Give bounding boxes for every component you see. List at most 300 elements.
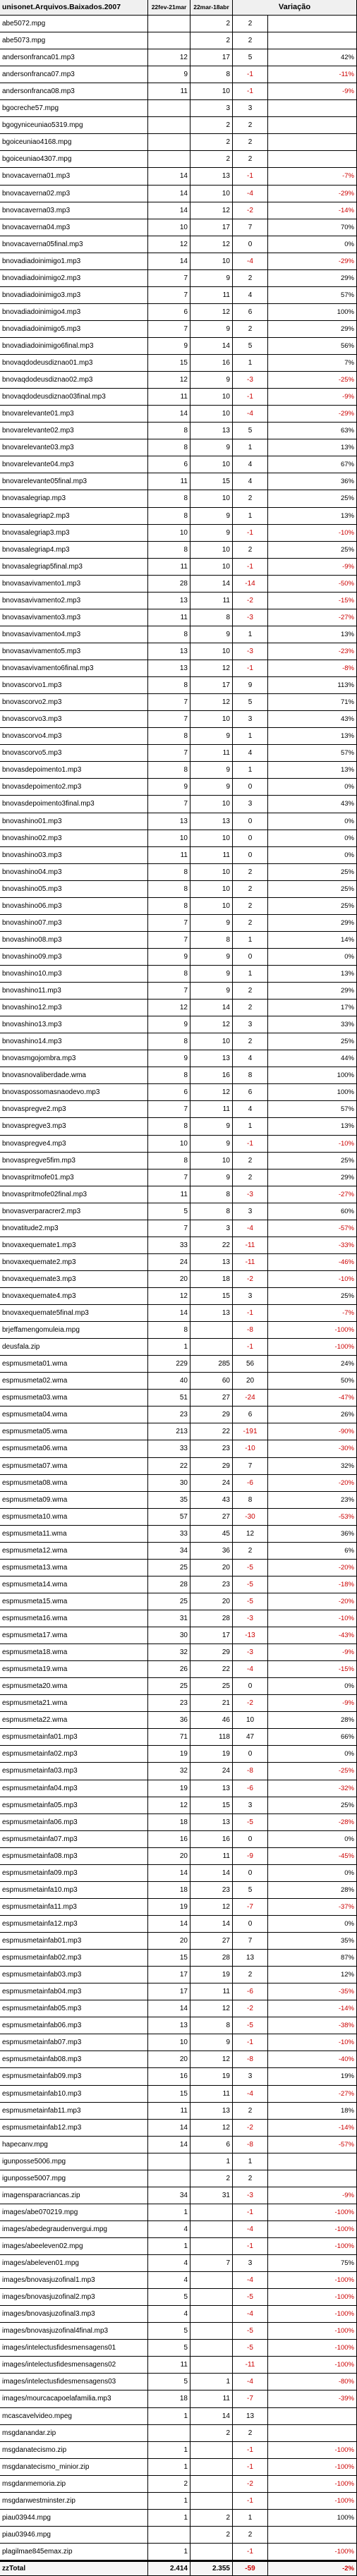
period1-count-cell: 14: [148, 202, 190, 219]
percent-change-cell: -100%: [268, 2272, 357, 2289]
percent-change-cell: -7%: [268, 168, 357, 186]
percent-change-cell: -100%: [268, 2476, 357, 2493]
period1-count-cell: 23: [148, 1407, 190, 1423]
difference-cell: 1: [233, 762, 268, 779]
difference-cell: -5: [233, 1560, 268, 1576]
difference-cell: -1: [233, 2442, 268, 2459]
difference-cell: -3: [233, 1186, 268, 1203]
file-name-cell: espmusmeta11.wma: [0, 1526, 148, 1543]
percent-change-cell: -40%: [268, 2051, 357, 2068]
period1-count-cell: 7: [148, 745, 190, 762]
file-name-cell: msgdanatecismo.zip: [0, 2442, 148, 2459]
file-name-cell: igunposse5006.mpg: [0, 2153, 148, 2170]
difference-cell: -8: [233, 1763, 268, 1780]
file-name-cell: msgdanmemoria.zip: [0, 2476, 148, 2493]
difference-cell: 2: [233, 321, 268, 338]
difference-cell: 2: [233, 1000, 268, 1016]
percent-change-cell: -100%: [268, 1339, 357, 1356]
difference-cell: 0: [233, 1916, 268, 1933]
percent-change-cell: -10%: [268, 1136, 357, 1153]
difference-cell: 2: [233, 1033, 268, 1050]
period2-count-cell: 13: [190, 1254, 233, 1271]
period1-count-cell: 18: [148, 1814, 190, 1831]
percent-change-cell: -23%: [268, 643, 357, 660]
percent-change-cell: -20%: [268, 1560, 357, 1576]
percent-change-cell: 57%: [268, 745, 357, 762]
file-name-cell: bnovasavivamento5.mp3: [0, 643, 148, 660]
period2-count-cell: 8: [190, 932, 233, 949]
difference-cell: 7: [233, 1458, 268, 1475]
period2-count-cell: 43: [190, 1492, 233, 1509]
file-name-cell: espmusmetainfa10.mp3: [0, 1882, 148, 1899]
difference-cell: 6: [233, 1084, 268, 1101]
file-name-cell: bnovacaverna03.mp3: [0, 202, 148, 219]
difference-cell: 2: [233, 2425, 268, 2442]
period1-count-cell: 57: [148, 1509, 190, 1526]
period1-count-cell: 14: [148, 406, 190, 423]
period2-count-cell: 13: [190, 2103, 233, 2120]
period1-count-cell: 14: [148, 168, 190, 186]
period2-count-cell: 2: [190, 32, 233, 49]
percent-change-cell: -57%: [268, 1220, 357, 1237]
period2-count-cell: 9: [190, 626, 233, 643]
period1-count-cell: 20: [148, 2051, 190, 2068]
period2-count-cell: 10: [190, 83, 233, 100]
file-name-cell: images/mourcacapoelafamilia.mp3: [0, 2390, 148, 2408]
period1-count-cell: 30: [148, 1475, 190, 1492]
file-name-cell: images/abedegraudenvergui.mpg: [0, 2221, 148, 2238]
difference-cell: 4: [233, 1101, 268, 1118]
difference-cell: 2: [233, 864, 268, 881]
percent-change-cell: -10%: [268, 2034, 357, 2051]
period1-count-cell: 14: [148, 2000, 190, 2017]
percent-change-cell: 6%: [268, 1543, 357, 1560]
period1-count-cell: 7: [148, 983, 190, 1000]
file-name-cell: bnovarelevante05final.mp3: [0, 473, 148, 490]
period1-count-cell: 5: [148, 1203, 190, 1220]
period1-count-cell: 17: [148, 1983, 190, 2000]
file-name-cell: deusfala.zip: [0, 1339, 148, 1356]
file-name-cell: espmusmeta20.wma: [0, 1678, 148, 1695]
period1-count-cell: 51: [148, 1390, 190, 1407]
period1-count-cell: 25: [148, 1560, 190, 1576]
period1-count-cell: 71: [148, 1729, 190, 1746]
difference-cell: -11: [233, 1254, 268, 1271]
percent-change-cell: -8%: [268, 660, 357, 677]
percent-change-cell: -25%: [268, 372, 357, 389]
difference-cell: 2: [233, 16, 268, 32]
period2-count-cell: 17: [190, 49, 233, 66]
period1-count-cell: 11: [148, 473, 190, 490]
percent-change-cell: 100%: [268, 2510, 357, 2527]
period1-count-cell: [148, 151, 190, 168]
percent-change-cell: -100%: [268, 2323, 357, 2340]
percent-change-cell: -27%: [268, 609, 357, 626]
percent-change-cell: 50%: [268, 1373, 357, 1390]
percent-change-cell: 57%: [268, 1101, 357, 1118]
period1-count-cell: [148, 2425, 190, 2442]
period1-count-cell: 5: [148, 2323, 190, 2340]
period2-count-cell: 11: [190, 745, 233, 762]
period2-count-cell: 23: [190, 1576, 233, 1593]
difference-cell: 3: [233, 1203, 268, 1220]
percent-change-cell: -33%: [268, 1237, 357, 1254]
period2-count-cell: [190, 2493, 233, 2510]
period2-count-cell: 19: [190, 1967, 233, 1983]
file-name-cell: bnovashino14.mp3: [0, 1033, 148, 1050]
file-name-cell: bnovascorvo2.mp3: [0, 694, 148, 711]
file-name-cell: igunposse5007.mpg: [0, 2170, 148, 2187]
period2-count-cell: 12: [190, 304, 233, 321]
period2-count-cell: 10: [190, 898, 233, 915]
period1-count-cell: 8: [148, 490, 190, 508]
file-name-cell: espmusmetainfa04.mp3: [0, 1780, 148, 1797]
difference-cell: -2: [233, 1695, 268, 1712]
file-name-cell: bnovasalegriap2.mp3: [0, 508, 148, 525]
period1-count-cell: 36: [148, 1712, 190, 1729]
difference-cell: 3: [233, 796, 268, 813]
header-filename: unisonet.Arquivos.Baixados.2007: [0, 0, 148, 16]
period1-count-cell: 1: [148, 2493, 190, 2510]
period2-count-cell: 14: [190, 576, 233, 593]
file-name-cell: espmusmetainfab05.mp3: [0, 2000, 148, 2017]
file-name-cell: imagensparacriancas.zip: [0, 2187, 148, 2204]
file-name-cell: piau03946.mpg: [0, 2527, 148, 2544]
percent-change-cell: 13%: [268, 762, 357, 779]
file-name-cell: bnovasverparacrer2.mp3: [0, 1203, 148, 1220]
percent-change-cell: 0%: [268, 1865, 357, 1882]
period1-count-cell: 17: [148, 1967, 190, 1983]
difference-cell: 1: [233, 2510, 268, 2527]
file-name-cell: espmusmetainfab02.mp3: [0, 1950, 148, 1967]
file-name-cell: bnovasdepoimento3final.mp3: [0, 796, 148, 813]
file-name-cell: espmusmetainfa06.mp3: [0, 1814, 148, 1831]
period2-count-cell: 9: [190, 525, 233, 542]
period2-count-cell: [190, 2340, 233, 2357]
percent-change-cell: 25%: [268, 864, 357, 881]
period2-count-cell: 22: [190, 1237, 233, 1254]
difference-cell: -4: [233, 1220, 268, 1237]
file-name-cell: msgdanatecismo_minior.zip: [0, 2459, 148, 2476]
difference-cell: -2: [233, 1271, 268, 1288]
percent-change-cell: 29%: [268, 983, 357, 1000]
file-name-cell: bnovadiadoinimigo3.mp3: [0, 287, 148, 304]
period1-count-cell: 7: [148, 932, 190, 949]
percent-change-cell: -39%: [268, 2390, 357, 2408]
period2-count-cell: 10: [190, 186, 233, 202]
period2-count-cell: 27: [190, 1509, 233, 1526]
difference-cell: 2: [233, 270, 268, 287]
period1-count-cell: 4: [148, 2306, 190, 2323]
difference-cell: -3: [233, 372, 268, 389]
difference-cell: -1: [233, 2034, 268, 2051]
difference-cell: -5: [233, 1576, 268, 1593]
period2-count-cell: 13: [190, 813, 233, 830]
file-name-cell: bnovacaverna05final.mp3: [0, 236, 148, 253]
difference-cell: 3: [233, 100, 268, 117]
period1-count-cell: 20: [148, 1933, 190, 1950]
period1-count-cell: [148, 2527, 190, 2544]
period1-count-cell: 10: [148, 525, 190, 542]
file-name-cell: espmusmetainfa12.mp3: [0, 1916, 148, 1933]
percent-change-cell: [268, 2527, 357, 2544]
period2-count-cell: 13: [190, 168, 233, 186]
period2-count-cell: 12: [190, 236, 233, 253]
period2-count-cell: 10: [190, 1033, 233, 1050]
file-name-cell: bnovasavivamento3.mp3: [0, 609, 148, 626]
file-name-cell: bnovaspritmofe01.mp3: [0, 1169, 148, 1186]
difference-cell: -3: [233, 1644, 268, 1661]
period2-count-cell: [190, 2476, 233, 2493]
period2-count-cell: 27: [190, 1390, 233, 1407]
total-percent: -2%: [268, 2560, 357, 2576]
difference-cell: 8: [233, 1492, 268, 1509]
total-period2: 2.355: [190, 2560, 233, 2576]
period2-count-cell: 3: [190, 1220, 233, 1237]
difference-cell: 2: [233, 490, 268, 508]
period1-count-cell: 12: [148, 1000, 190, 1016]
difference-cell: 2: [233, 2170, 268, 2187]
percent-change-cell: [268, 151, 357, 168]
file-name-cell: espmusmetainfab09.mp3: [0, 2068, 148, 2086]
percent-change-cell: -10%: [268, 525, 357, 542]
file-name-cell: espmusmeta12.wma: [0, 1543, 148, 1560]
period1-count-cell: 12: [148, 372, 190, 389]
file-name-cell: bnovasavivamento4.mp3: [0, 626, 148, 643]
period1-count-cell: 12: [148, 1797, 190, 1814]
file-name-cell: bnovadiadoinimigo1.mp3: [0, 253, 148, 270]
file-name-cell: espmusmeta17.wma: [0, 1627, 148, 1644]
percent-change-cell: [268, 2408, 357, 2425]
percent-change-cell: [268, 16, 357, 32]
difference-cell: 0: [233, 1678, 268, 1695]
percent-change-cell: -43%: [268, 1627, 357, 1644]
period2-count-cell: 7: [190, 2255, 233, 2272]
difference-cell: 0: [233, 847, 268, 864]
period2-count-cell: 11: [190, 1848, 233, 1865]
difference-cell: -4: [233, 2374, 268, 2390]
percent-change-cell: 36%: [268, 473, 357, 490]
file-name-cell: msgdanwestminster.zip: [0, 2493, 148, 2510]
period1-count-cell: 7: [148, 915, 190, 932]
period2-count-cell: 8: [190, 1186, 233, 1203]
file-name-cell: bnovaqdodeusdiznao01.mp3: [0, 355, 148, 372]
difference-cell: 0: [233, 949, 268, 966]
total-period1: 2.414: [148, 2560, 190, 2576]
percent-change-cell: -38%: [268, 2017, 357, 2034]
period1-count-cell: 9: [148, 949, 190, 966]
period2-count-cell: 3: [190, 100, 233, 117]
difference-cell: 3: [233, 2255, 268, 2272]
period2-count-cell: [190, 2289, 233, 2306]
percent-change-cell: -27%: [268, 2086, 357, 2103]
period2-count-cell: 118: [190, 1729, 233, 1746]
difference-cell: -2: [233, 202, 268, 219]
period2-count-cell: 9: [190, 508, 233, 525]
period1-count-cell: 20: [148, 1848, 190, 1865]
percent-change-cell: -9%: [268, 389, 357, 406]
header-variation: Variação: [233, 0, 357, 16]
period1-count-cell: 6: [148, 456, 190, 473]
period2-count-cell: 16: [190, 1831, 233, 1848]
percent-change-cell: 25%: [268, 1797, 357, 1814]
period2-count-cell: 13: [190, 1050, 233, 1067]
difference-cell: 1: [233, 932, 268, 949]
file-name-cell: andersonfranca07.mp3: [0, 66, 148, 83]
difference-cell: 0: [233, 779, 268, 796]
period1-count-cell: 8: [148, 439, 190, 456]
difference-cell: 0: [233, 236, 268, 253]
period2-count-cell: 11: [190, 847, 233, 864]
file-name-cell: espmusmetainfa05.mp3: [0, 1797, 148, 1814]
period2-count-cell: 12: [190, 1016, 233, 1033]
difference-cell: 3: [233, 711, 268, 728]
percent-change-cell: -28%: [268, 1814, 357, 1831]
file-name-cell: bgoiceuniao4307.mpg: [0, 151, 148, 168]
percent-change-cell: 42%: [268, 49, 357, 66]
percent-change-cell: -46%: [268, 1254, 357, 1271]
file-name-cell: espmusmeta09.wma: [0, 1492, 148, 1509]
file-name-cell: espmusmetainfab01.mp3: [0, 1933, 148, 1950]
percent-change-cell: -100%: [268, 2204, 357, 2221]
period1-count-cell: 6: [148, 304, 190, 321]
period1-count-cell: 1: [148, 2238, 190, 2255]
percent-change-cell: 57%: [268, 287, 357, 304]
file-name-cell: bnovarelevante04.mp3: [0, 456, 148, 473]
period2-count-cell: 14: [190, 1916, 233, 1933]
percent-change-cell: -18%: [268, 1576, 357, 1593]
file-name-cell: bnovasmgojombra.mp3: [0, 1050, 148, 1067]
file-name-cell: espmusmeta01.wma: [0, 1356, 148, 1373]
period2-count-cell: 9: [190, 966, 233, 983]
period1-count-cell: 229: [148, 1356, 190, 1373]
percent-change-cell: 32%: [268, 1458, 357, 1475]
difference-cell: -4: [233, 2272, 268, 2289]
difference-cell: 5: [233, 694, 268, 711]
difference-cell: 47: [233, 1729, 268, 1746]
period1-count-cell: 213: [148, 1423, 190, 1440]
percent-change-cell: -14%: [268, 2120, 357, 2137]
period2-count-cell: 31: [190, 2187, 233, 2204]
period1-count-cell: 13: [148, 643, 190, 660]
period2-count-cell: 10: [190, 881, 233, 898]
file-name-cell: bnovashino13.mp3: [0, 1016, 148, 1033]
period1-count-cell: 8: [148, 1322, 190, 1339]
period1-count-cell: 8: [148, 423, 190, 439]
percent-change-cell: 17%: [268, 1000, 357, 1016]
percent-change-cell: 13%: [268, 508, 357, 525]
difference-cell: 1: [233, 966, 268, 983]
difference-cell: 2: [233, 2103, 268, 2120]
percent-change-cell: -9%: [268, 83, 357, 100]
percent-change-cell: 60%: [268, 1203, 357, 1220]
file-name-cell: bnovashino11.mp3: [0, 983, 148, 1000]
difference-cell: -8: [233, 1322, 268, 1339]
file-name-cell: espmusmetainfa09.mp3: [0, 1865, 148, 1882]
percent-change-cell: 29%: [268, 321, 357, 338]
percent-change-cell: 28%: [268, 1712, 357, 1729]
file-name-cell: bnovascorvo1.mp3: [0, 677, 148, 694]
file-name-cell: msgdanandar.zip: [0, 2425, 148, 2442]
file-name-cell: espmusmetainfab06.mp3: [0, 2017, 148, 2034]
file-name-cell: images/abe070219.mpg: [0, 2204, 148, 2221]
period1-count-cell: 9: [148, 1050, 190, 1067]
file-name-cell: bnovashino06.mp3: [0, 898, 148, 915]
period2-count-cell: [190, 2306, 233, 2323]
difference-cell: 2: [233, 542, 268, 559]
file-name-cell: bnovashino09.mp3: [0, 949, 148, 966]
percent-change-cell: 67%: [268, 456, 357, 473]
period2-count-cell: 17: [190, 219, 233, 236]
file-name-cell: images/intelectusfidesmensagens02: [0, 2357, 148, 2374]
percent-change-cell: -27%: [268, 1186, 357, 1203]
period2-count-cell: 17: [190, 1627, 233, 1644]
file-name-cell: bnovashino07.mp3: [0, 915, 148, 932]
period2-count-cell: 27: [190, 1933, 233, 1950]
percent-change-cell: -100%: [268, 2357, 357, 2374]
file-name-cell: brjeffamengomuleia.mpg: [0, 1322, 148, 1339]
period1-count-cell: [148, 100, 190, 117]
percent-change-cell: -11%: [268, 66, 357, 83]
period2-count-cell: 12: [190, 2000, 233, 2017]
file-name-cell: bnovascorvo5.mp3: [0, 745, 148, 762]
percent-change-cell: 25%: [268, 490, 357, 508]
period1-count-cell: [148, 117, 190, 134]
percent-change-cell: 25%: [268, 1288, 357, 1305]
file-name-cell: bnovaxequemate5final.mp3: [0, 1305, 148, 1322]
file-name-cell: bgogyniceuniao5319.mpg: [0, 117, 148, 134]
period1-count-cell: 32: [148, 1763, 190, 1780]
period1-count-cell: 6: [148, 1084, 190, 1101]
period1-count-cell: 8: [148, 1067, 190, 1084]
difference-cell: 10: [233, 1712, 268, 1729]
file-name-cell: bnovaxequemate3.mp3: [0, 1271, 148, 1288]
percent-change-cell: -100%: [268, 2238, 357, 2255]
difference-cell: 3: [233, 1016, 268, 1033]
period1-count-cell: 14: [148, 186, 190, 202]
period2-count-cell: 2: [190, 2527, 233, 2544]
file-name-cell: espmusmeta08.wma: [0, 1475, 148, 1492]
period1-count-cell: 15: [148, 1950, 190, 1967]
file-name-cell: espmusmeta13.wma: [0, 1560, 148, 1576]
difference-cell: -11: [233, 1237, 268, 1254]
difference-cell: 2: [233, 915, 268, 932]
period2-count-cell: 12: [190, 660, 233, 677]
period2-count-cell: 10: [190, 253, 233, 270]
percent-change-cell: -90%: [268, 1423, 357, 1440]
percent-change-cell: 0%: [268, 779, 357, 796]
file-name-cell: images/bnovasjuzofinal2.mp3: [0, 2289, 148, 2306]
file-name-cell: bnovashino01.mp3: [0, 813, 148, 830]
file-name-cell: espmusmetainfab11.mp3: [0, 2103, 148, 2120]
period2-count-cell: 28: [190, 1950, 233, 1967]
period1-count-cell: [148, 134, 190, 151]
difference-cell: 1: [233, 1118, 268, 1136]
file-name-cell: bnovashino02.mp3: [0, 830, 148, 847]
file-name-cell: images/bnovasjuzofinal3.mp3: [0, 2306, 148, 2323]
percent-change-cell: -30%: [268, 1440, 357, 1458]
percent-change-cell: 18%: [268, 2103, 357, 2120]
difference-cell: -1: [233, 389, 268, 406]
difference-cell: -6: [233, 1983, 268, 2000]
period1-count-cell: 14: [148, 2120, 190, 2137]
period2-count-cell: 45: [190, 1526, 233, 1543]
file-name-cell: bnovacaverna04.mp3: [0, 219, 148, 236]
difference-cell: -2: [233, 2120, 268, 2137]
period1-count-cell: 1: [148, 2204, 190, 2221]
period2-count-cell: 285: [190, 1356, 233, 1373]
file-name-cell: bnovashino05.mp3: [0, 881, 148, 898]
